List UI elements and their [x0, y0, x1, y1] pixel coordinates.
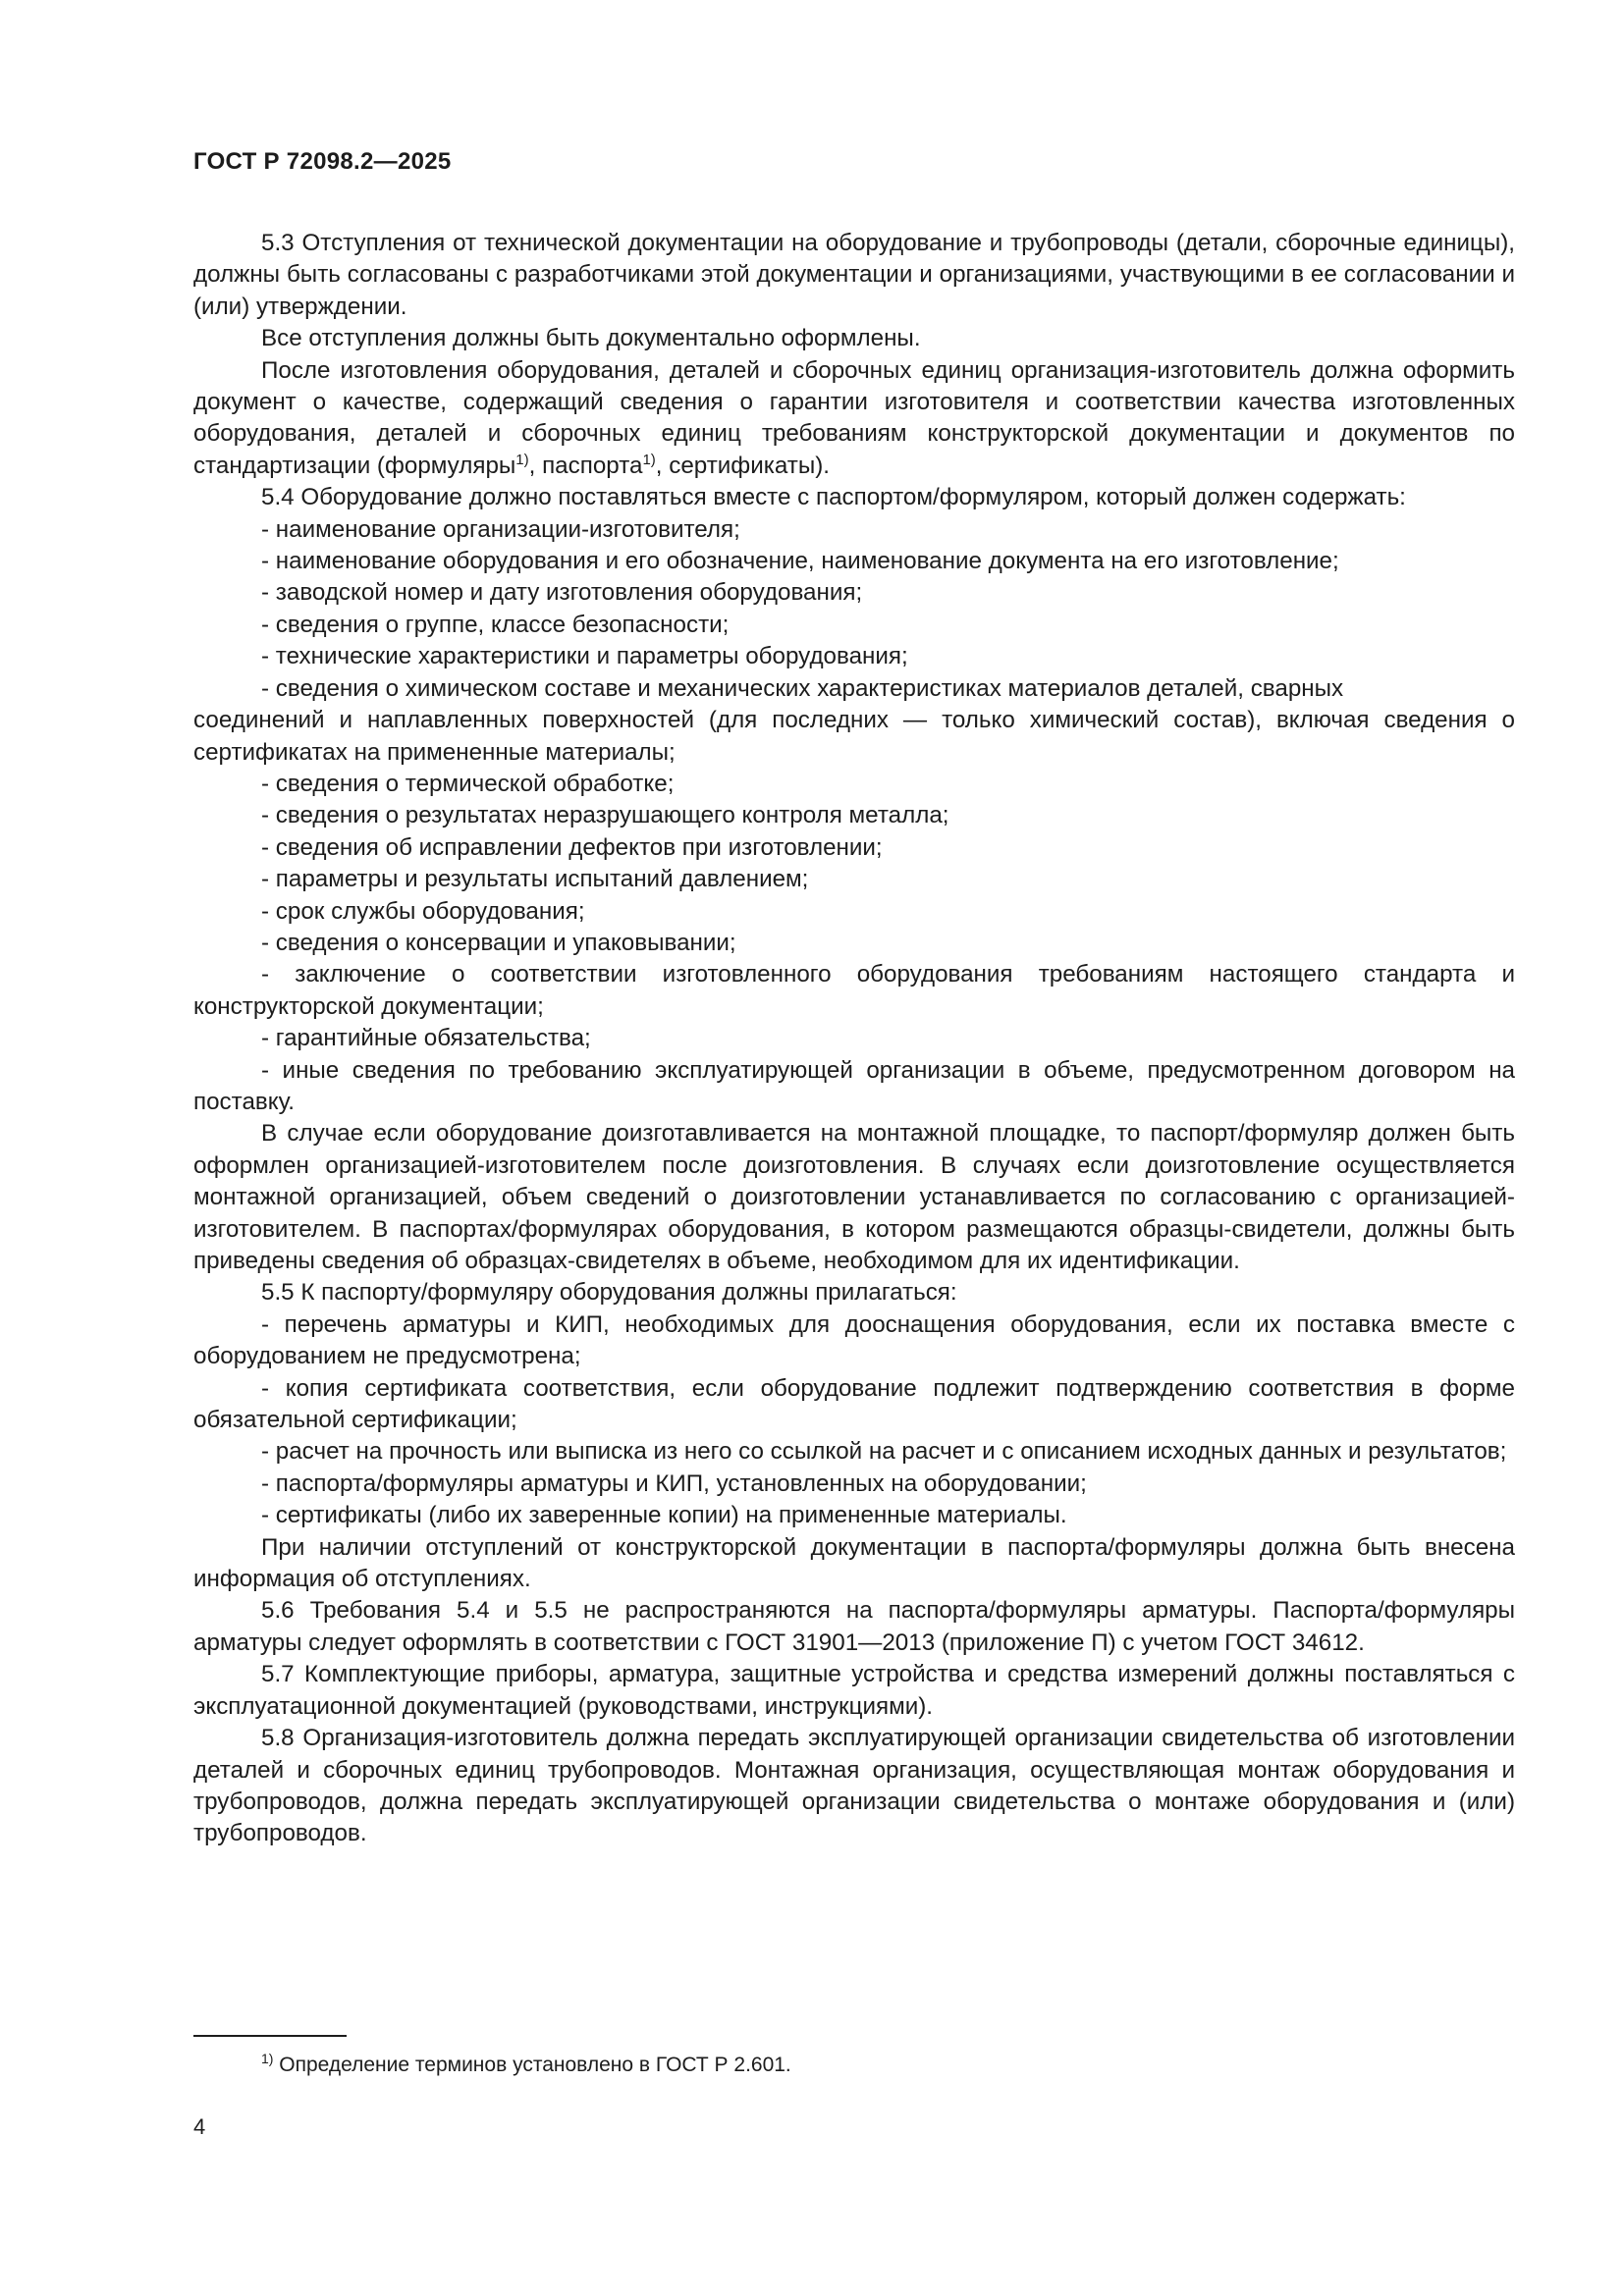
- list-item: - технические характеристики и параметры оборудования;: [261, 643, 908, 670]
- footnote-separator: [193, 2035, 347, 2037]
- quality-text-a: После изготовления оборудования, деталей и сборочных единиц организация-изготовитель должна оформить документ о качестве, содержащий сведения о гарантии изготовителя и соответствии качества изготовленных оборудования, деталей и сборочных единиц требованиям конструкторской документации и документов по стандартизации (формуляры: [193, 356, 1515, 479]
- list-item: - заключение о соответствии изготовленного оборудования требованиям настоящего стандарта и конструкторской документации;: [193, 961, 1515, 1020]
- footnote: [261, 2052, 791, 2079]
- list-item: - копия сертификата соответствия, если оборудование подлежит подтверждению соответствия в форме обязательной сертификации;: [193, 1374, 1515, 1434]
- paragraph-5-4: 5.4 Оборудование должно поставляться вместе с паспортом/формуляром, который должен содержать:: [261, 484, 1406, 511]
- footnote-ref: 1): [515, 451, 529, 468]
- paragraph-5-8: 5.8 Организация-изготовитель должна передать эксплуатирующей организации свидетельства об изготовлении деталей и сборочных единиц трубопроводов. Монтажная организация, осуществляющая монтаж оборудования и трубопроводов, должна передать эксплуатирующей организации свидетельства о монтаже оборудования и (или) трубопроводов.: [193, 1725, 1515, 1847]
- list-item: - паспорта/формуляры арматуры и КИП, установленных на оборудовании;: [261, 1469, 1087, 1497]
- list-item: - сведения о химическом составе и механических характеристиках материалов деталей, сварных: [261, 674, 1344, 702]
- paragraph-5-3-quality-document: [193, 355, 1515, 483]
- list-item-continuation: соединений и наплавленных поверхностей (для последних — только химический состав), включая сведения о сертификатах на примененные материалы;: [193, 707, 1515, 766]
- paragraph-5-6: 5.6 Требования 5.4 и 5.5 не распространяются на паспорта/формуляры арматуры. Паспорта/формуляры арматуры следует оформлять в соответствии с ГОСТ 31901—2013 (приложение П) с учетом ГОСТ 34612.: [193, 1597, 1515, 1656]
- paragraph-5-3: 5.3 Отступления от технической документации на оборудование и трубопроводы (детали, сборочные единицы), должны быть согласованы с разработчиками этой документации и организациями, участвующими в ее согласовании и (или) утверждении.: [193, 230, 1515, 320]
- document-body: [193, 228, 1515, 1850]
- list-item: - наименование организации-изготовителя;: [261, 515, 740, 543]
- list-item: - сведения о термической обработке;: [261, 770, 675, 797]
- paragraph-5-5-deviations: При наличии отступлений от конструкторской документации в паспорта/формуляры должна быть внесена информация об отступлениях.: [193, 1533, 1515, 1593]
- quality-text-b: , паспорта: [528, 452, 643, 479]
- list-item: - расчет на прочность или выписка из него со ссылкой на расчет и с описанием исходных данных и результатов;: [261, 1438, 1507, 1466]
- paragraph-5-7: 5.7 Комплектующие приборы, арматура, защитные устройства и средства измерений должны поставляться с эксплуатационной документацией (руководствами, инструкциями).: [193, 1661, 1515, 1720]
- footnote-marker: 1): [261, 2051, 274, 2066]
- list-item: - заводской номер и дату изготовления оборудования;: [261, 579, 863, 607]
- footnote-text: Определение терминов установлено в ГОСТ Р 2.601.: [273, 2054, 791, 2076]
- list-item: - срок службы оборудования;: [261, 897, 585, 925]
- list-item: - сведения о группе, классе безопасности;: [261, 611, 730, 638]
- list-item: - перечень арматуры и КИП, необходимых для дооснащения оборудования, если их поставка вместе с оборудованием не предусмотрена;: [193, 1310, 1515, 1370]
- list-item: - гарантийные обязательства;: [261, 1025, 591, 1052]
- list-item: - иные сведения по требованию эксплуатирующей организации в объеме, предусмотренном договором на поставку.: [193, 1056, 1515, 1115]
- list-item: - сертификаты (либо их заверенные копии) на примененные материалы.: [261, 1502, 1067, 1529]
- list-item: - наименование оборудования и его обозначение, наименование документа на его изготовление;: [261, 548, 1339, 575]
- paragraph-5-3-documented: Все отступления должны быть документально оформлены.: [261, 325, 921, 352]
- quality-text-c: , сертификаты).: [655, 452, 830, 479]
- document-header-code: ГОСТ Р 72098.2—2025: [193, 148, 452, 175]
- paragraph-5-4-onsite-completion: В случае если оборудование доизготавливается на монтажной площадке, то паспорт/формуляр должен быть оформлен организацией-изготовителем после доизготовления. В случаях если доизготовление осуществляется монтажной организацией, объем сведений о доизготовлении устанавливается по согласованию с организацией-изготовителем. В паспортах/формулярах оборудования, в котором размещаются образцы-свидетели, должны быть приведены сведения об образцах-свидетелях в объеме, необходимом для их идентификации.: [193, 1120, 1515, 1274]
- list-item: - параметры и результаты испытаний давлением;: [261, 866, 809, 893]
- page-number: 4: [193, 2114, 206, 2139]
- list-item: - сведения о результатах неразрушающего контроля металла;: [261, 802, 949, 829]
- list-item: - сведения о консервации и упаковывании;: [261, 929, 736, 956]
- paragraph-5-5: 5.5 К паспорту/формуляру оборудования должны прилагаться:: [261, 1279, 957, 1307]
- footnote-ref: 1): [642, 451, 656, 468]
- list-item: - сведения об исправлении дефектов при изготовлении;: [261, 833, 883, 861]
